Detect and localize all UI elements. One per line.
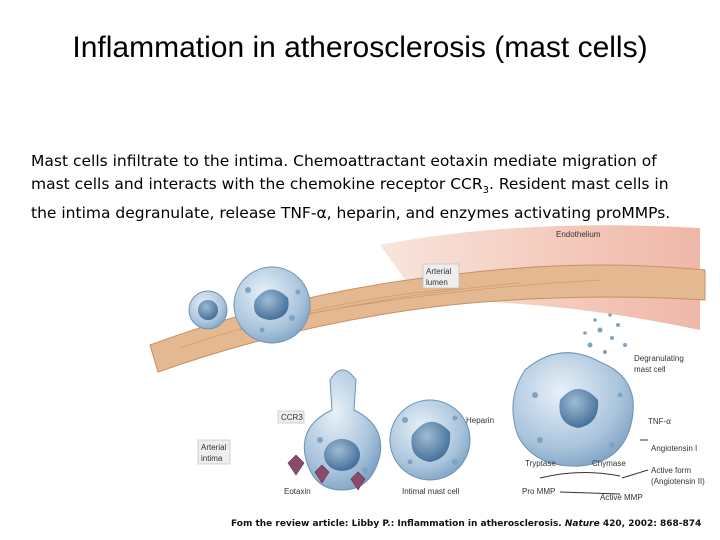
label-arterial-lumen-1: Arterial (426, 267, 452, 276)
label-intimal-mast-cell: Intimal mast cell (402, 487, 460, 496)
label-arterial-intima-2: intima (201, 454, 223, 463)
granules-cluster (583, 313, 627, 354)
label-heparin: Heparin (466, 416, 495, 425)
body-part-1: Mast cells infiltrate to the intima. Chemoattractant eotaxin mediate migration of mast cells and interacts with the chemokine receptor CCR (31, 152, 657, 193)
slide-title: Inflammation in atherosclerosis (mast cells) (72, 31, 648, 64)
body-part-4: MMPs. (621, 204, 671, 223)
label-degranulating-2: mast cell (634, 365, 666, 374)
label-degranulating-1: Degranulating (634, 354, 684, 363)
circulating-mast-cell (234, 267, 310, 343)
caption-suffix: 420, 2002: 868-874 (599, 519, 702, 529)
caption-journal: Nature (564, 519, 600, 529)
intimal-mast-cell (390, 400, 470, 480)
caption-prefix: Fom the review article: Libby P.: Inflammation in atherosclerosis. (231, 519, 565, 529)
label-endothelium: Endothelium (556, 230, 601, 239)
alpha-symbol: α (316, 204, 327, 223)
label-arterial-intima-1: Arterial (201, 443, 227, 452)
label-tryptase: Tryptase (525, 459, 556, 468)
body-subscript: 3 (482, 184, 489, 196)
body-part-3: , heparin, and enzymes activating pro (326, 204, 622, 223)
label-ccr3: CCR3 (281, 413, 303, 422)
source-caption (231, 519, 701, 529)
label-active-form-2: (Angiotensin II) (651, 477, 705, 486)
label-tnf-alpha: TNF-α (648, 417, 671, 426)
slide-body (31, 150, 691, 225)
label-eotaxin: Eotaxin (284, 487, 311, 496)
body-part-2: . Resident mast cells in the intima degranulate, release TNF- (31, 174, 669, 223)
label-pro-mmp: Pro MMP (522, 487, 556, 496)
label-angiotensin-i: Angiotensin I (651, 444, 698, 453)
label-chymase: Chymase (592, 459, 626, 468)
label-arterial-lumen-2: lumen (426, 278, 448, 287)
degranulating-mast-cell (513, 353, 633, 466)
label-active-mmp: Active MMP (600, 493, 643, 502)
small-cell (189, 291, 227, 329)
label-active-form-1: Active form (651, 466, 692, 475)
